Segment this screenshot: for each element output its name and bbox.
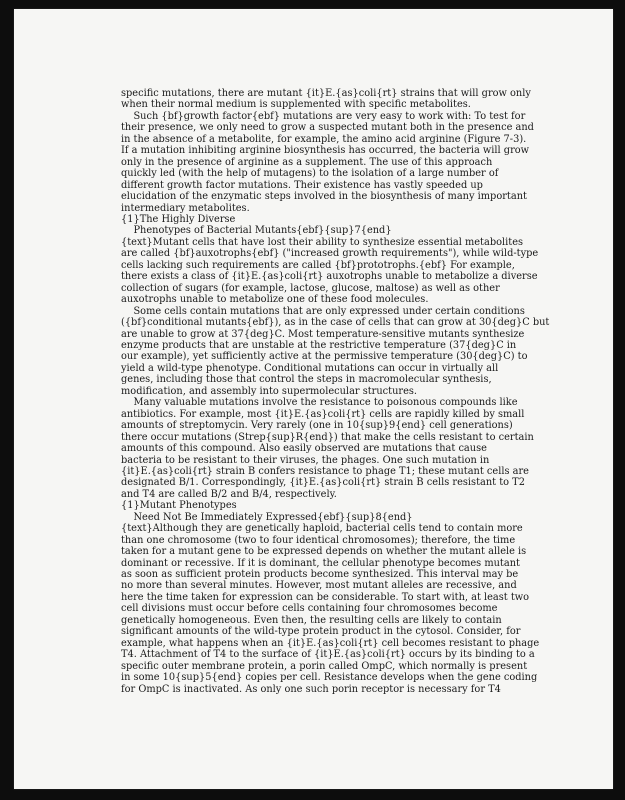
text-line: as soon as sufficient protein products become synthesized. This interval may be	[121, 569, 519, 581]
text-line: T4. Attachment of T4 to the surface of {it}E.{as}coli{rt} occurs by its binding to a	[121, 649, 535, 661]
text-line: Some cells contain mutations that are only expressed under certain conditions	[121, 305, 525, 317]
text-line: {1}The Highly Diverse	[121, 213, 236, 225]
text-line: designated B/1. Correspondingly, {it}E.{as}coli{rt} strain B cells resistant to T2	[121, 477, 525, 489]
text-line: in the absence of a metabolite, for example, the amino acid arginine (Figure 7-3).	[121, 133, 527, 145]
text-line: here the time taken for expression can be considerable. To start with, at least two	[121, 591, 530, 603]
text-line: modification, and assembly into supermolecular structures.	[121, 385, 418, 397]
text-line: are called {bf}auxotrophs{ebf} ("increased growth requirements"), while wild-type	[121, 248, 539, 260]
text-line: example, what happens when an {it}E.{as}coli{rt} cell becomes resistant to phage	[121, 637, 540, 649]
text-line: than one chromosome (two to four identical chromosomes); therefore, the time	[121, 534, 516, 546]
text-line: quickly led (with the help of mutagens) to the isolation of a large number of	[121, 168, 499, 180]
text-line: and T4 are called B/2 and B/4, respectively.	[121, 488, 337, 500]
text-line: are unable to grow at 37{deg}C. Most temperature-sensitive mutants synthesize	[121, 328, 525, 340]
text-line: taken for a mutant gene to be expressed depends on whether the mutant allele is	[121, 546, 527, 558]
text-line: for OmpC is inactivated. As only one such porin receptor is necessary for T4	[121, 683, 501, 695]
text-line: cells lacking such requirements are called {bf}prototrophs.{ebf} For example,	[121, 259, 515, 271]
text-line: antibiotics. For example, most {it}E.{as}coli{rt} cells are rapidly killed by small	[121, 408, 525, 420]
text-line: {it}E.{as}coli{rt} strain B confers resistance to phage T1; these mutant cells are	[121, 465, 529, 477]
text-line: specific outer membrane protein, a porin called OmpC, which normally is present	[121, 660, 528, 672]
text-line: ({bf}conditional mutants{ebf}), as in the case of cells that can grow at 30{deg}C but	[121, 317, 550, 329]
text-line: intermediary metabolites.	[121, 202, 250, 214]
text-line: If a mutation inhibiting arginine biosynthesis has occurred, the bacteria will grow	[121, 145, 530, 157]
text-line: Need Not Be Immediately Expressed{ebf}{sup}8{end}	[121, 511, 413, 523]
text-line: bacteria to be resistant to their viruses, the phages. One such mutation in	[121, 454, 490, 466]
text-line: only in the presence of arginine as a supplement. The use of this approach	[121, 156, 493, 168]
text-line: collection of sugars (for example, lactose, glucose, maltose) as well as other	[121, 282, 500, 294]
text-line: in some 10{sup}5{end} copies per cell. Resistance develops when the gene coding	[121, 672, 538, 684]
text-line: dominant or recessive. If it is dominant, the cellular phenotype becomes mutant	[121, 557, 520, 569]
text-line: amounts of this compound. Also easily observed are mutations that cause	[121, 443, 487, 455]
text-line: Many valuable mutations involve the resistance to poisonous compounds like	[121, 397, 518, 409]
text-line: amounts of streptomycin. Very rarely (one in 10{sup}9{end} cell generations)	[121, 420, 513, 432]
text-line: there exists a class of {it}E.{as}coli{rt} auxotrophs unable to metabolize a diverse	[121, 271, 538, 283]
text-line: when their normal medium is supplemented with specific metabolites.	[121, 99, 471, 111]
text-line: there occur mutations (Strep{sup}R{end}) that make the cells resistant to certain	[121, 431, 534, 443]
text-line: different growth factor mutations. Their existence has vastly speeded up	[121, 179, 483, 191]
text-line: enzyme products that are unstable at the restrictive temperature (37{deg}C in	[121, 339, 517, 351]
text-line: yield a wild-type phenotype. Conditional mutations can occur in virtually all	[121, 362, 499, 374]
typescript-body	[121, 88, 550, 695]
paper-page	[14, 9, 613, 789]
text-line: elucidation of the enzymatic steps involved in the biosynthesis of many important	[121, 191, 527, 203]
text-line: {text}Although they are genetically haploid, bacterial cells tend to contain more	[121, 523, 523, 535]
text-line: cell divisions must occur before cells containing four chromosomes become	[121, 603, 498, 615]
text-line: auxotrophs unable to metabolize one of these food molecules.	[121, 294, 429, 306]
text-line: no more than several minutes. However, most mutant alleles are recessive, and	[121, 580, 517, 592]
text-line: {text}Mutant cells that have lost their ability to synthesize essential metabolites	[121, 236, 524, 248]
text-line: genetically homogeneous. Even then, the resulting cells are likely to contain	[121, 614, 502, 626]
text-line: Phenotypes of Bacterial Mutants{ebf}{sup}7{end}	[121, 225, 392, 237]
text-line: significant amounts of the wild-type protein product in the cytosol. Consider, for	[121, 626, 521, 638]
text-line: their presence, we only need to grow a suspected mutant both in the presence and	[121, 122, 534, 134]
text-line: genes, including those that control the steps in macromolecular synthesis,	[121, 374, 492, 386]
text-line: {1}Mutant Phenotypes	[121, 500, 237, 512]
text-line: our example), yet sufficiently active at the permissive temperature (30{deg}C) to	[121, 351, 528, 363]
text-line: specific mutations, there are mutant {it}E.{as}coli{rt} strains that will grow only	[121, 88, 531, 99]
text-line: Such {bf}growth factor{ebf} mutations are very easy to work with: To test for	[121, 110, 526, 122]
